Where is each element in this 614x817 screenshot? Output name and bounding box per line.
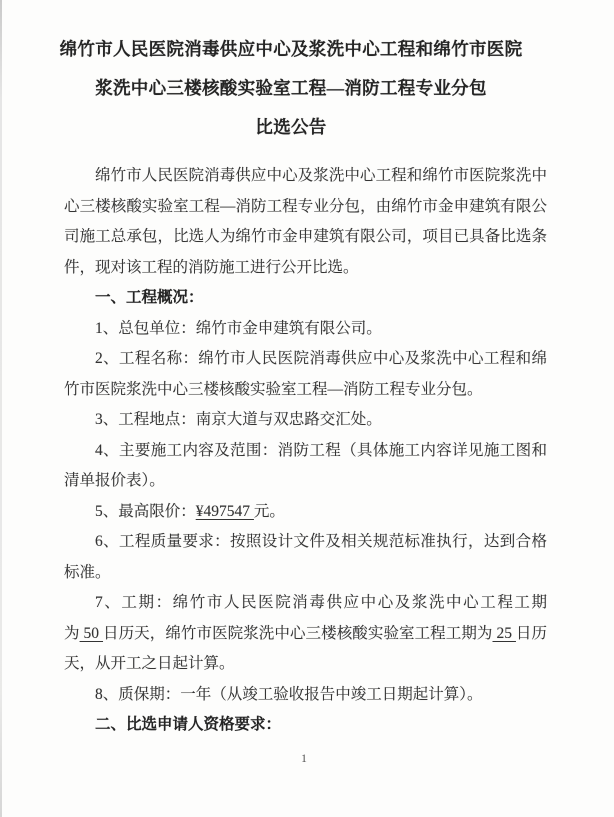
text-segment: 日历天，从开工之日起计算。 bbox=[64, 624, 548, 672]
body-paragraph bbox=[64, 497, 547, 528]
text-segment: 日历天，绵竹市医院浆洗中心三楼核酸实验室工程工期为 bbox=[103, 624, 493, 642]
scan-edge-artifact bbox=[0, 0, 2, 817]
text-segment: 3、工程地点：南京大道与双忠路交汇处。 bbox=[95, 411, 382, 428]
text-segment: 二、比选申请人资格要求： bbox=[95, 716, 282, 733]
text-segment: 5、最高限价： bbox=[95, 502, 196, 520]
text-segment: 1、总包单位：绵竹市金申建筑有限公司。 bbox=[95, 319, 382, 337]
body-paragraph bbox=[64, 527, 547, 588]
document-title-line-2: 浆洗中心三楼核酸实验室工程—消防工程专业分包 bbox=[95, 78, 487, 98]
body-paragraph bbox=[64, 588, 547, 680]
body-paragraph bbox=[64, 314, 547, 345]
underlined-value: ¥497547 bbox=[195, 502, 254, 520]
section-heading bbox=[64, 283, 547, 314]
document-body bbox=[64, 161, 547, 741]
underlined-value: 50 bbox=[79, 624, 104, 642]
text-segment: 2、工程名称：绵竹市人民医院消毒供应中心及浆洗中心工程和绵竹市医院浆洗中心三楼核酸实验室工程—消防工程专业分包。 bbox=[64, 350, 547, 398]
section-heading bbox=[64, 710, 547, 741]
text-segment: 元。 bbox=[253, 502, 285, 520]
text-segment: 绵竹市人民医院消毒供应中心及浆洗中心工程和绵竹市医院浆洗中心三楼核酸实验室工程—消防工程专业分包，由绵竹市金申建筑有限公司施工总承包，比选人为绵竹市金申建筑有限公司，项目已具备比选条件，现对该工程的消防施工进行公开比选。 bbox=[64, 167, 547, 276]
body-paragraph bbox=[64, 436, 547, 497]
text-segment: 8、质保期：一年（从竣工验收报告中竣工日期起计算）。 bbox=[95, 685, 483, 703]
underlined-value: 25 bbox=[492, 624, 516, 642]
text-segment: 4、主要施工内容及范围：消防工程（具体施工内容详见施工图和清单报价表）。 bbox=[64, 441, 547, 489]
text-segment: 6、工程质量要求：按照设计文件及相关规范标准执行，达到合格标准。 bbox=[64, 533, 547, 581]
text-segment: 7、工期：绵竹市人民医院消毒供应中心及浆洗中心工程工期为 bbox=[64, 594, 547, 642]
document-title bbox=[50, 30, 532, 147]
body-paragraph bbox=[64, 405, 547, 436]
document-title-line-3: 比选公告 bbox=[255, 117, 327, 137]
body-paragraph bbox=[64, 344, 547, 405]
document-title-line-1: 绵竹市人民医院消毒供应中心及浆洗中心工程和绵竹市医院 bbox=[59, 39, 523, 59]
body-paragraph bbox=[64, 680, 547, 711]
body-paragraph bbox=[64, 161, 547, 283]
text-segment: 一、工程概况： bbox=[95, 289, 204, 306]
page-number: 1 bbox=[301, 753, 307, 765]
